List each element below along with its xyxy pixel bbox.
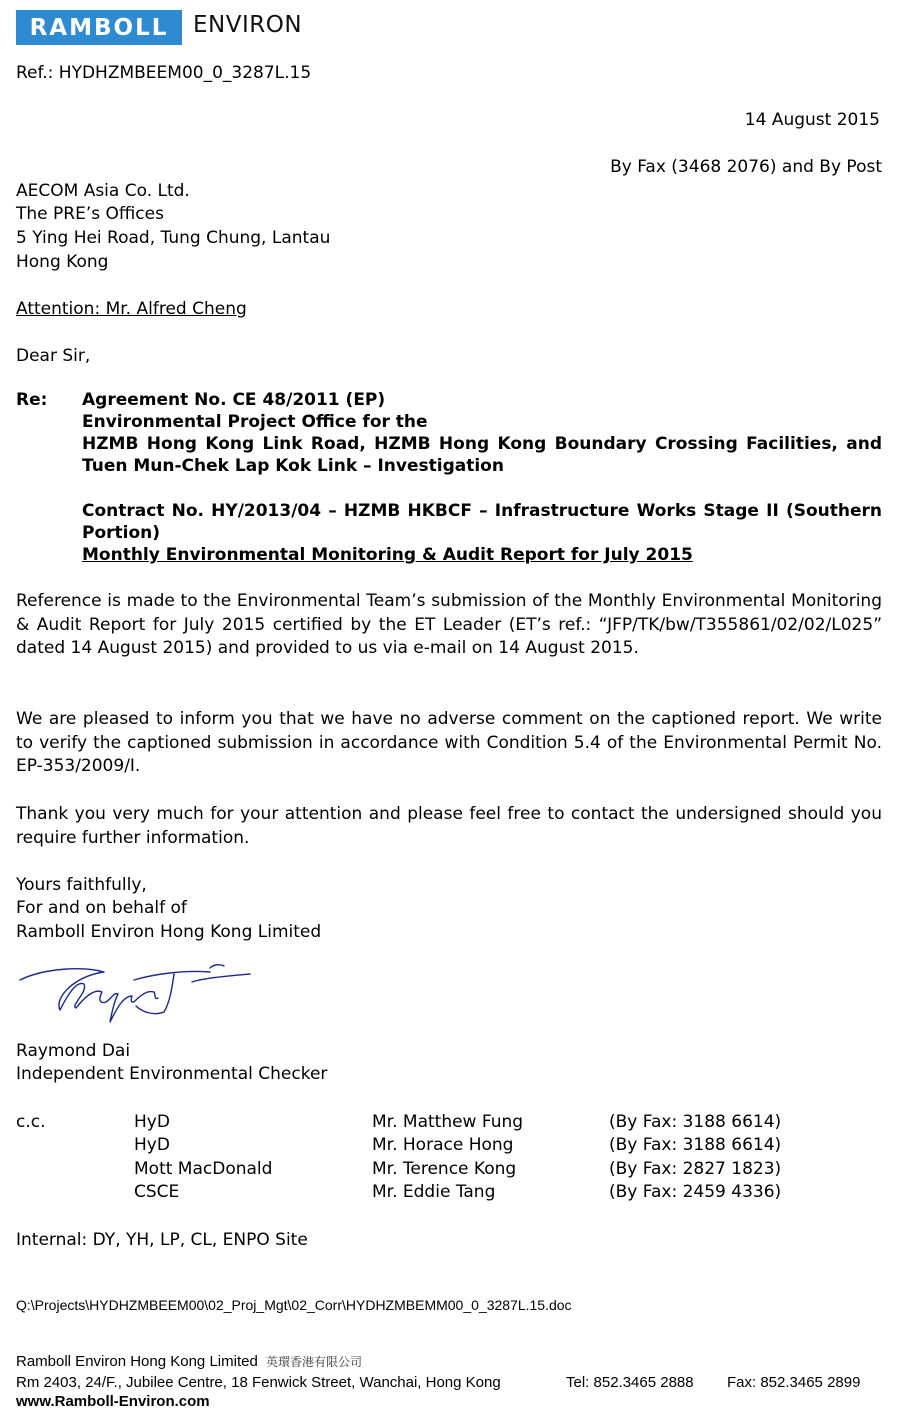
cc-org: Mott MacDonald	[134, 1159, 273, 1179]
footer-tel: Tel: 852.3465 2888	[566, 1374, 694, 1391]
footer-fax: Fax: 852.3465 2899	[727, 1374, 861, 1391]
footer-website[interactable]: www.Ramboll-Environ.com	[16, 1393, 210, 1410]
salutation: Dear Sir,	[16, 346, 91, 366]
signatory-title: Independent Environmental Checker	[16, 1064, 328, 1084]
cc-org: HyD	[134, 1112, 170, 1132]
cc-org: HyD	[134, 1135, 170, 1155]
re-label: Re:	[16, 390, 48, 410]
closing-line: Ramboll Environ Hong Kong Limited	[16, 922, 322, 942]
logo-brand: RAMBOLL	[29, 14, 169, 41]
attention-line: Attention: Mr. Alfred Cheng	[16, 299, 247, 319]
recipient-line: AECOM Asia Co. Ltd.	[16, 181, 190, 201]
footer-company-name: Ramboll Environ Hong Kong Limited	[16, 1353, 258, 1370]
recipient-line: The PRE’s Offices	[16, 204, 164, 224]
recipient-line: 5 Ying Hei Road, Tung Chung, Lantau	[16, 228, 331, 248]
contract-block	[82, 500, 882, 566]
recipient-line: Hong Kong	[16, 252, 109, 272]
re-line: Agreement No. CE 48/2011 (EP)	[82, 390, 386, 410]
cc-fax: (By Fax: 3188 6614)	[609, 1135, 782, 1155]
body-paragraph: Thank you very much for your attention and please feel free to contact the undersigned should you require further information.	[16, 804, 882, 848]
cc-label: c.c.	[16, 1112, 46, 1132]
cc-fax: (By Fax: 2459 4336)	[609, 1182, 782, 1202]
re-line: Environmental Project Office for the	[82, 412, 428, 432]
cc-person: Mr. Terence Kong	[372, 1159, 517, 1179]
ramboll-logo	[16, 10, 182, 45]
cc-person: Mr. Eddie Tang	[372, 1182, 496, 1202]
cc-org: CSCE	[134, 1182, 180, 1202]
cc-person: Mr. Horace Hong	[372, 1135, 514, 1155]
internal-distribution: Internal: DY, YH, LP, CL, ENPO Site	[16, 1230, 308, 1250]
body-paragraph: We are pleased to inform you that we have no adverse comment on the captioned report. We write to verify the captioned submission in accordance with Condition 5.4 of the Environmental Permit No. EP-353/2009/I.	[16, 709, 882, 776]
footer-address: Rm 2403, 24/F., Jubilee Centre, 18 Fenwick Street, Wanchai, Hong Kong	[16, 1374, 501, 1391]
report-subject: Monthly Environmental Monitoring & Audit Report for July 2015	[82, 545, 693, 565]
handwritten-signature	[14, 958, 259, 1033]
logo-environ: ENVIRON	[193, 12, 303, 38]
re-line: HZMB Hong Kong Link Road, HZMB Hong Kong Boundary Crossing Facilities, and Tuen Mun-Chek Lap Kok Link – Investigation	[82, 434, 882, 476]
closing-line: For and on behalf of	[16, 898, 187, 918]
signatory-name: Raymond Dai	[16, 1041, 131, 1061]
re-subject-block	[82, 389, 882, 477]
reference-number: Ref.: HYDHZMBEEM00_0_3287L.15	[16, 63, 312, 83]
cc-fax: (By Fax: 3188 6614)	[609, 1112, 782, 1132]
footer-company	[16, 1353, 362, 1370]
contract-line: Contract No. HY/2013/04 – HZMB HKBCF – Infrastructure Works Stage II (Southern Portion)	[82, 501, 882, 543]
cc-person: Mr. Matthew Fung	[372, 1112, 524, 1132]
closing-line: Yours faithfully,	[16, 875, 147, 895]
cc-fax: (By Fax: 2827 1823)	[609, 1159, 782, 1179]
letter-date: 14 August 2015	[744, 110, 880, 130]
delivery-method: By Fax (3468 2076) and By Post	[610, 157, 882, 177]
body-paragraph: Reference is made to the Environmental Team’s submission of the Monthly Environmental Monitoring & Audit Report for July 2015 certified by the ET Leader (ET’s ref.: “JFP/TK/bw/T355861/02/02/L025” dated 14 August 2015) and provided to us via e-mail on 14 August 2015.	[16, 591, 882, 658]
file-path: Q:\Projects\HYDHZMBEEM00\02_Proj_Mgt\02_Corr\HYDHZMBEMM00_0_3287L.15.doc	[16, 1297, 572, 1313]
footer-company-cn: 英環香港有限公司	[265, 1355, 362, 1369]
